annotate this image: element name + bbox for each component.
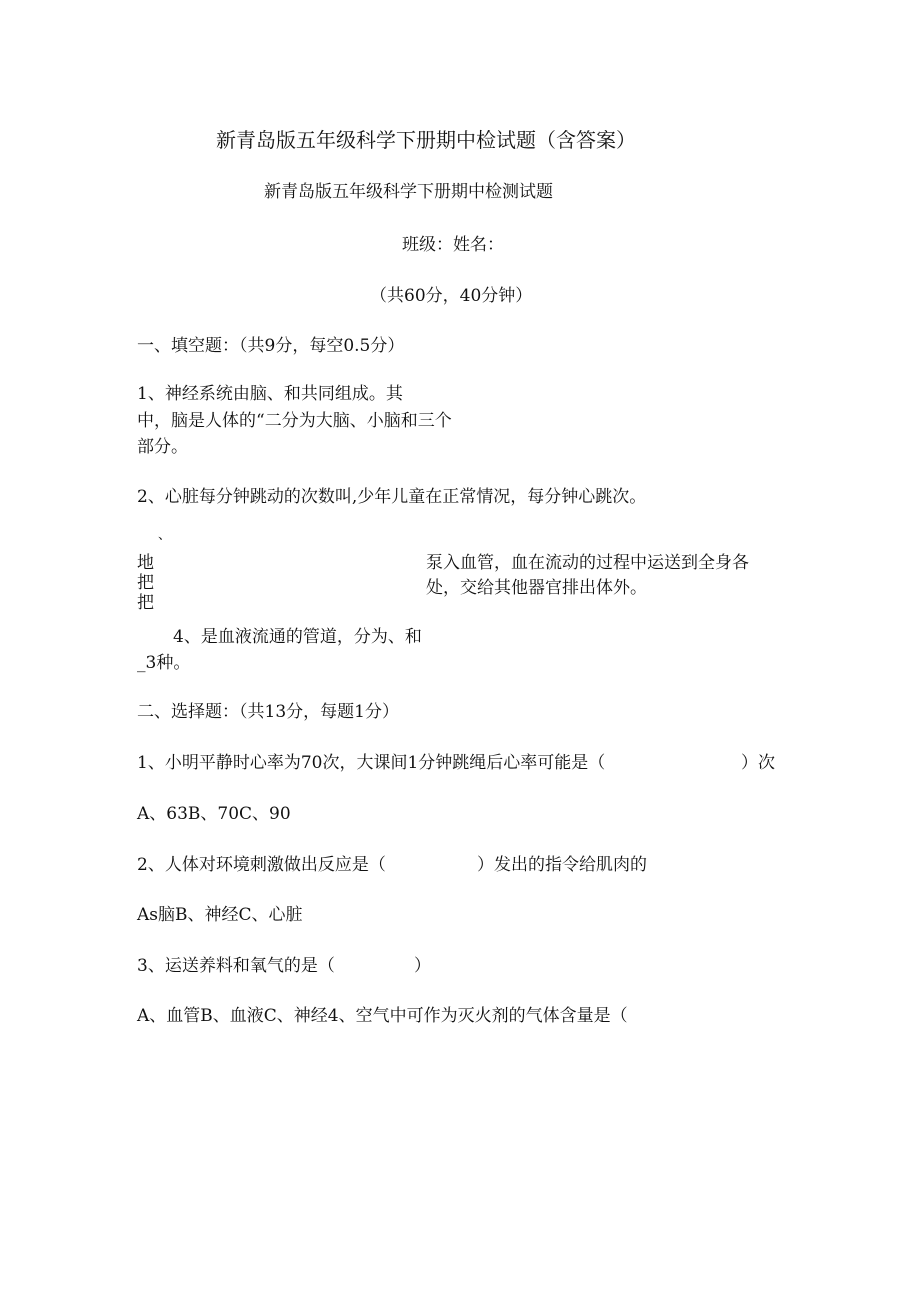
document-title: 新青岛版五年级科学下册期中检试题（含答案）	[216, 128, 636, 152]
s1-q3-left-1: 地	[137, 553, 154, 573]
s1-q1-line1: 1、神经系统由脑、和共同组成。其	[137, 384, 403, 404]
s2-q3-options: A、血管B、血液C、神经4、空气中可作为灭火剂的气体含量是（	[137, 1006, 628, 1026]
s2-q2-options: As脑B、神经C、心脏	[137, 905, 303, 925]
s2-q2-start: 2、人体对环境刺激做出反应是（	[137, 855, 386, 875]
section1-heading: 一、填空题：（共9分，每空0.5分）	[137, 336, 405, 356]
class-name-line: 班级：姓名：	[402, 235, 504, 255]
s1-q4-line2: _3种。	[137, 653, 191, 673]
s2-q2-end: ）发出的指令给肌肉的	[477, 855, 647, 875]
s1-q3-right-2: 处，交给其他器官排出体外。	[426, 578, 647, 598]
s1-q2: 2、心脏每分钟跳动的次数叫,少年儿童在正常情况，每分钟心跳次。	[137, 487, 647, 507]
s1-q3-left-2: 把	[137, 573, 154, 593]
s1-q3-mark: 、	[158, 528, 172, 543]
score-time-line: （共60分，40分钟）	[370, 286, 533, 306]
document-subtitle: 新青岛版五年级科学下册期中检测试题	[264, 182, 553, 202]
s2-q1: 1、小明平静时心率为70次，大课间1分钟跳绳后心率可能是（	[137, 753, 606, 773]
s1-q4-line1: 4、是血液流通的管道，分为、和	[173, 627, 422, 647]
s2-q1-options: A、63B、70C、90	[137, 804, 291, 824]
s2-q3-end: ）	[414, 956, 431, 976]
s1-q3-left-3: 把	[137, 593, 154, 613]
s2-q1-end: ）次	[741, 753, 775, 773]
section2-heading: 二、选择题：（共13分，每题1分）	[137, 702, 399, 722]
s2-q3-start: 3、运送养料和氧气的是（	[137, 956, 335, 976]
s1-q1-line3: 部分。	[137, 437, 188, 457]
s1-q1-line2: 中，脑是人体的“二分为大脑、小脑和三个	[137, 411, 452, 431]
s1-q3-right-1: 泵入血管，血在流动的过程中运送到全身各	[426, 553, 749, 573]
